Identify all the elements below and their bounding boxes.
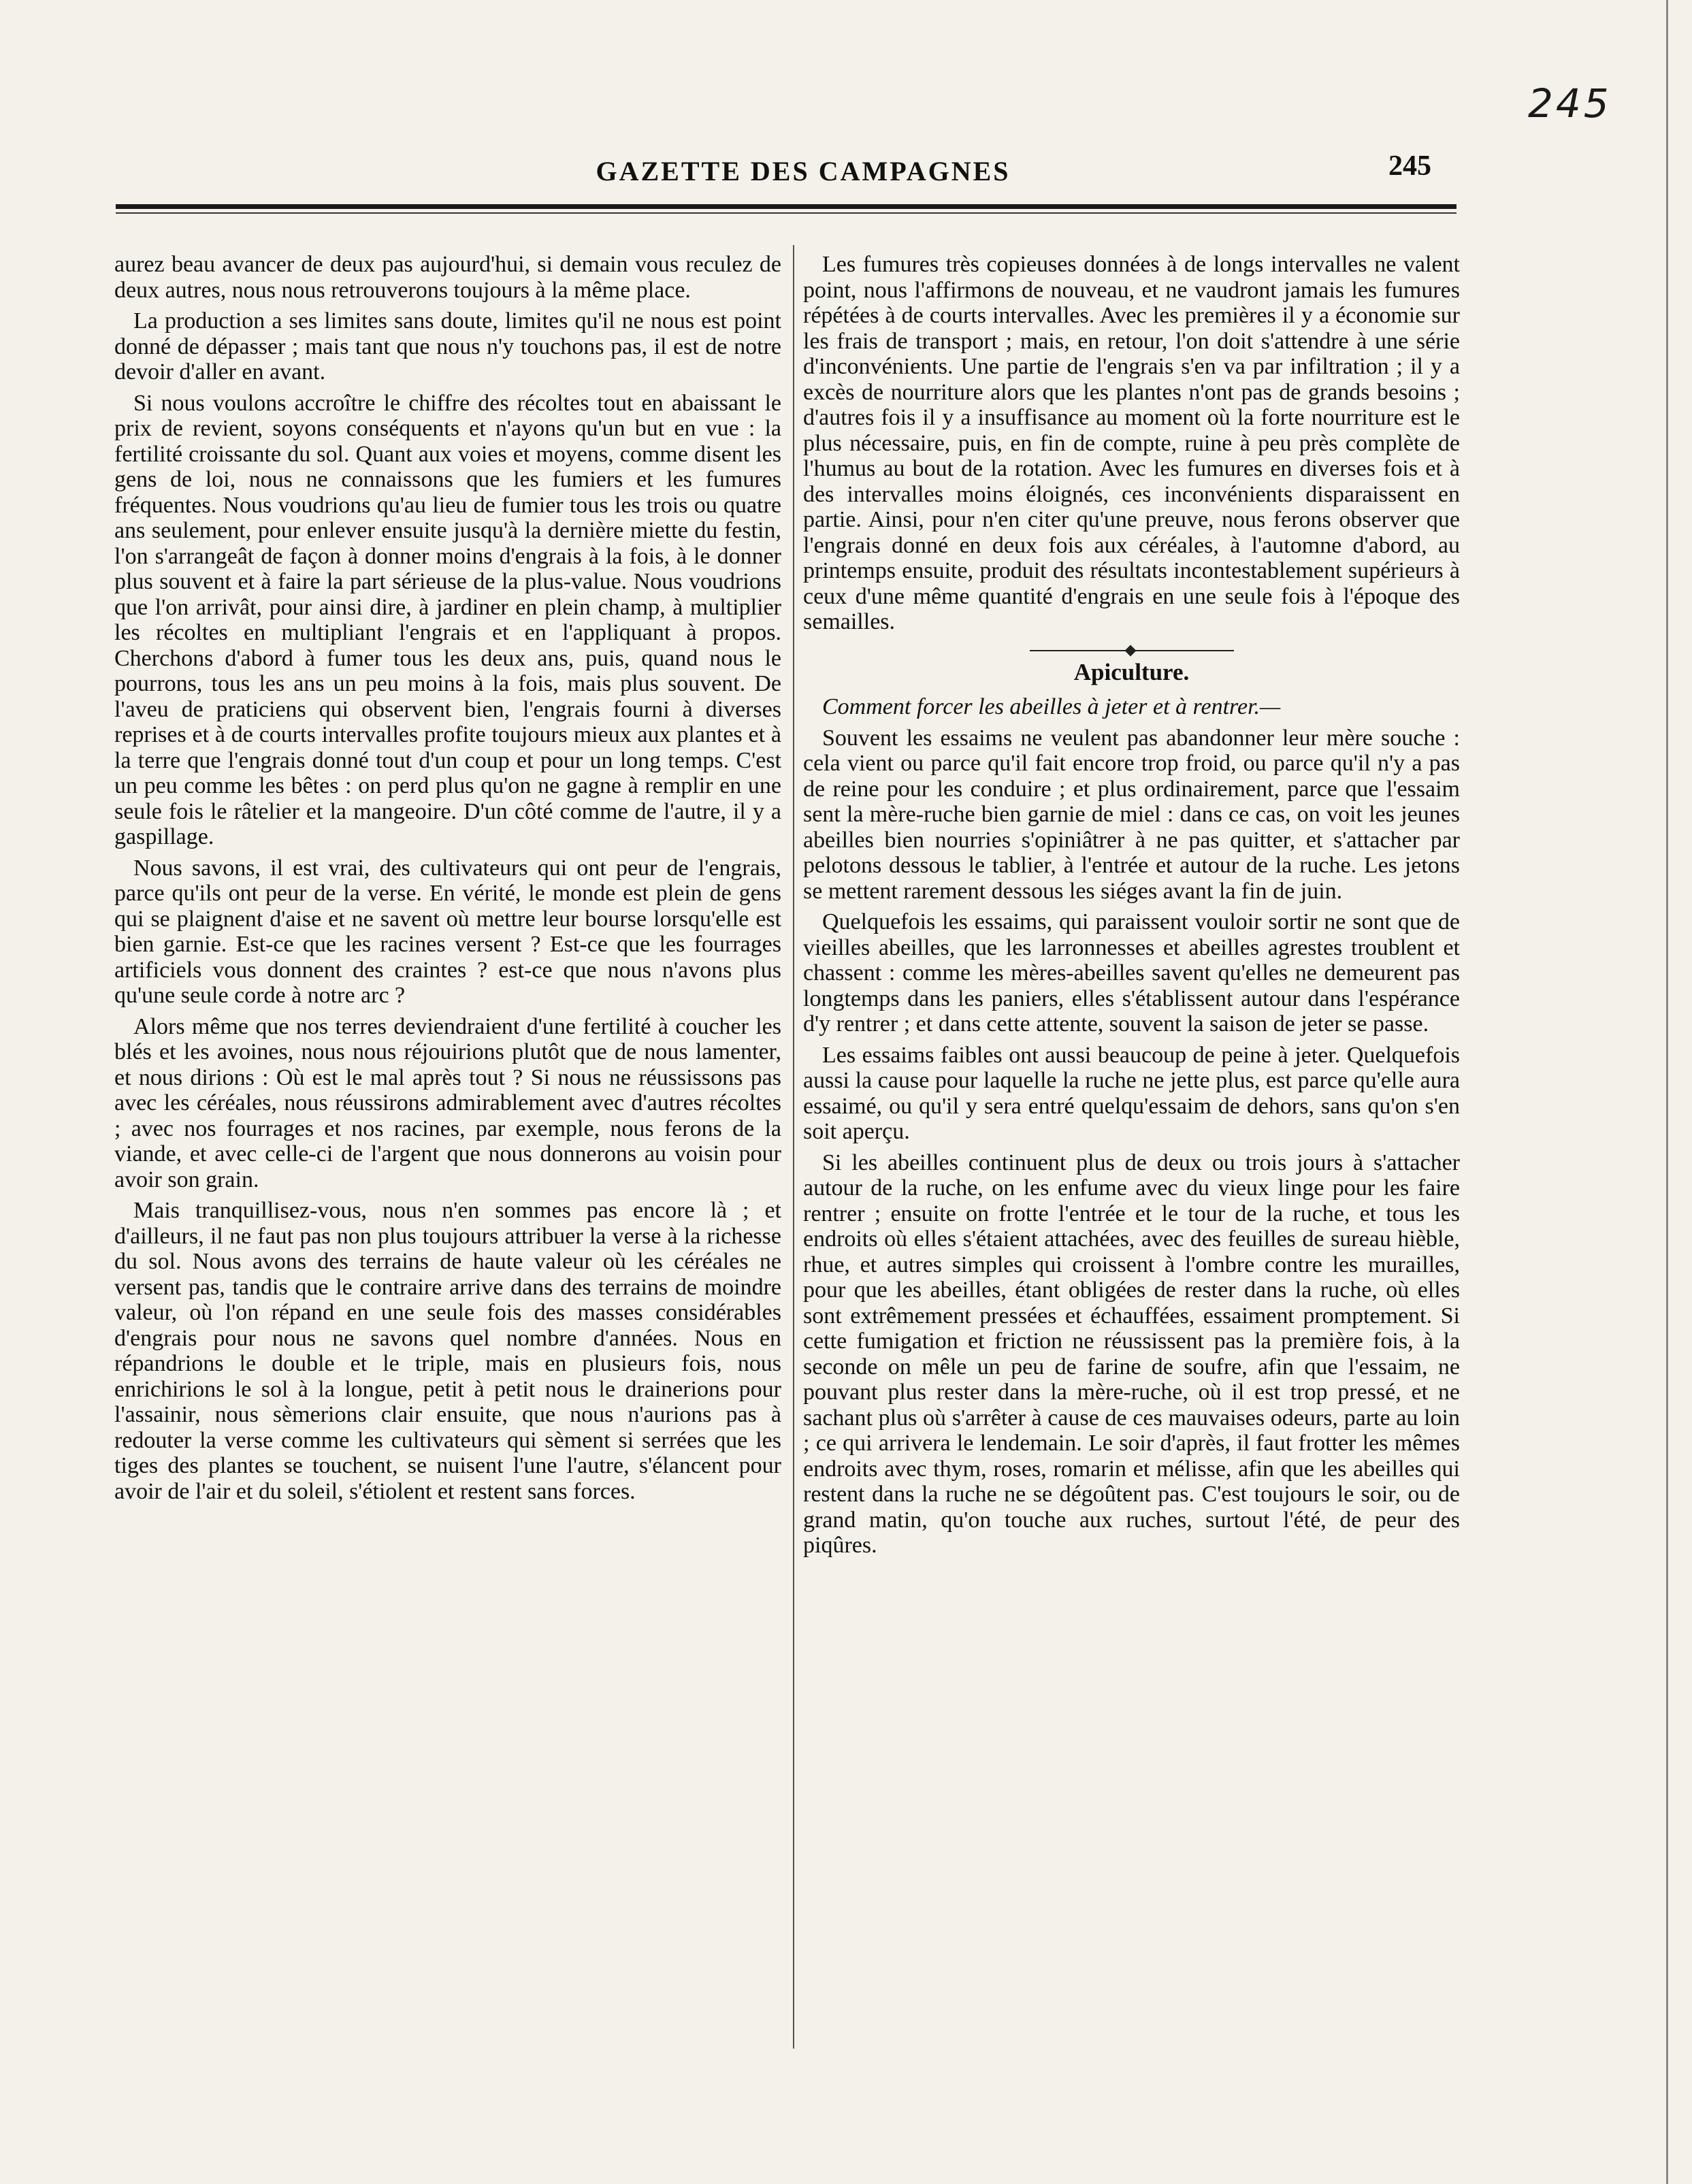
paragraph: Si les abeilles continuent plus de deux ou trois jours à s'attacher autour de la ruche, on les enfume avec du vieux linge pour les faire rentrer ; ensuite on frotte l'entrée et le tour de la ruche, et tous les endroits où elles s'étaient attachées, avec des feuilles de sureau hièble, rhue, et autres simples qui croissent à l'ombre contre les murailles, pour que les abeilles, étant obligées de rester dans la ruche, où elles sont extrêmement pressées et échauffées, essaiment promptement. Si cette fumigation et friction ne réussissent pas la première fois, à la seconde on mêle un peu de farine de soufre, afin que l'essaim, ne pouvant plus rester dans la mère-ruche, où il est trop pressé, et ne sachant plus où s'arrêter à cause de ces mauvaises odeurs, parte au loin ; ce qui arrivera le lendemain. Le soir d'après, il faut frotter les mêmes endroits avec thym, roses, romarin et mélisse, afin que les abeilles qui restent dans la ruche ne se dégoûtent pas. C'est toujours le soir, ou de grand matin, qu'on touche aux ruches, surtout l'été, de peur des piqûres. — [803, 1150, 1460, 1558]
paragraph: La production a ses limites sans doute, limites qu'il ne nous est point donné de dépasser ; mais tant que nous n'y touchons pas, il est de notre devoir d'aller en avant. — [114, 308, 781, 385]
paragraph: Si nous voulons accroître le chiffre des récoltes tout en abaissant le prix de revient, soyons conséquents et n'ayons qu'un but en vue : la fertilité croissante du sol. Quant aux voies et moyens, comme disent les gens de loi, nous ne connaissons que les fumiers et les fumures fréquentes. Nous voudrions qu'au lieu de fumier tous les trois ou quatre ans seulement, pour enlever ensuite jusqu'à la dernière miette du festin, l'on s'arrangeât de façon à donner moins d'engrais à la fois, à le donner plus souvent et à faire la part sérieuse de la plus-value. Nous voudrions que l'on arrivât, pour ainsi dire, à jardiner en plein champ, à multiplier les récoltes en multipliant l'engrais et en l'appliquant à propos. Cherchons d'abord à fumer tous les deux ans, puis, quand nous le pourrons, tous les ans un peu moins à la fois, mais plus souvent. De l'aveu de praticiens qui observent bien, l'engrais fourni à diverses reprises et à de courts intervalles profite toujours mieux aux plantes et à la terre que l'engrais donné tout d'un coup et pour un long temps. C'est un peu comme les bêtes : on perd plus qu'on ne gagne à remplir en une seule fois le râtelier et la mangeoire. D'un côté comme de l'autre, il y a gaspillage. — [114, 390, 781, 849]
paragraph: Alors même que nos terres deviendraient d'une fertilité à coucher les blés et les avoines, nous nous réjouirions plutôt que de nous lamenter, et nous dirions : Où est le mal après tout ? Si nous ne réussissons pas avec les céréales, nous réussirons admirablement avec d'autres récoltes ; avec nos fourrages et nos racines, par exemple, nous ferons de la viande, et avec celle-ci de l'argent que nous donnerons au voisin pour avoir son grain. — [114, 1013, 781, 1192]
column-divider — [793, 245, 794, 2049]
header-rule-thick — [116, 204, 1457, 209]
page-number: 245 — [1388, 150, 1431, 182]
paragraph: Nous savons, il est vrai, des cultivateurs qui ont peur de l'engrais, parce qu'ils ont peur de la verse. En vérité, le monde est plein de gens qui se plaignent d'aise et ne savent où mettre leur bourse lorsqu'elle est bien garnie. Est-ce que les racines versent ? Est-ce que les fourrages artificiels vous donnent des craintes ? est-ce que nous n'avons plus qu'une seule corde à notre arc ? — [114, 855, 781, 1008]
paragraph: Souvent les essaims ne veulent pas abandonner leur mère souche : cela vient ou parce qu'il fait encore trop froid, ou parce qu'il n'y a pas de reine pour les conduire ; et plus ordinairement, parce que l'essaim sent la mère-ruche bien garnie de miel : dans ce cas, on voit les jeunes abeilles bien nourries s'opiniâtrer à ne pas quitter, et s'attacher par pelotons dessous le tablier, à l'entrée et autour de la ruche. Les jetons se mettent rarement dessous les siéges avant la fin de juin. — [803, 725, 1460, 904]
running-head: GAZETTE DES CAMPAGNES — [596, 156, 1011, 186]
paragraph: Quelquefois les essaims, qui paraissent vouloir sortir ne sont que de vieilles abeilles, que les larronnesses et abeilles agrestes troublent et chassent : comme les mères-abeilles savent qu'elles ne demeurent pas longtemps dans les paniers, elles s'établissent autour dans l'espérance d'y rentrer ; et dans cette attente, souvent la saison de jeter se passe. — [803, 909, 1460, 1037]
section-heading: Apiculture. — [1073, 658, 1190, 685]
left-column — [114, 252, 781, 1510]
right-column — [803, 252, 1460, 1564]
paragraph: Les essaims faibles ont aussi beaucoup de peine à jeter. Quelquefois aussi la cause pour laquelle la ruche ne jette plus, est parce qu'elle aura essaimé, ou qu'il y sera entré quelqu'essaim de dehors, sans qu'on s'en soit aperçu. — [803, 1042, 1460, 1144]
paragraph: aurez beau avancer de deux pas aujourd'hui, si demain vous reculez de deux autres, nous nous retrouverons toujours à la même place. — [114, 252, 781, 303]
page-edge-line — [1666, 0, 1668, 2184]
section-divider — [1030, 650, 1234, 651]
article-subheading: Comment forcer les abeilles à jeter et à rentrer.— — [822, 694, 1281, 719]
handwritten-page-number: 245 — [1528, 80, 1612, 127]
header-rule-thin — [116, 212, 1457, 214]
paragraph: Mais tranquillisez-vous, nous n'en sommes pas encore là ; et d'ailleurs, il ne faut pas non plus toujours attribuer la verse à la richesse du sol. Nous avons des terrains de haute valeur où les céréales ne versent pas, tandis que le contraire arrive dans des terrains de moindre valeur, où l'on répand en une seule fois des masses considérables d'engrais pour nous ne savons quel nombre d'années. Nous en répandrions le double et le triple, mais en plusieurs fois, nous enrichirions le sol à la longue, petit à petit nous le drainerions pour l'assainir, nous sèmerions clair ensuite, que nous n'aurions pas à redouter la verse comme les cultivateurs qui sèment si serrées que les tiges des plantes se touchent, se nuisent l'une l'autre, s'élancent pour avoir de l'air et du soleil, s'étiolent et restent sans forces. — [114, 1198, 781, 1504]
paragraph: Les fumures très copieuses données à de longs intervalles ne valent point, nous l'affirmons de nouveau, et ne vaudront jamais les fumures répétées à de courts intervalles. Avec les premières il y a économie sur les frais de transport ; mais, en retour, l'on doit s'attendre à une série d'inconvénients. Une partie de l'engrais s'en va par infiltration ; il y a excès de nourriture alors que les plantes n'ont pas de grands besoins ; d'autres fois il y a insuffisance au moment où la forte nourriture est le plus nécessaire, puis, en fin de compte, ruine à peu près complète de l'humus au bout de la rotation. Avec les fumures en diverses fois et à des intervalles moins éloignés, ces inconvénients disparaissent en partie. Ainsi, pour n'en citer qu'une preuve, nous ferons observer que l'engrais donné en deux fois aux céréales, à l'automne d'abord, au printemps ensuite, produit des résultats incontestablement supérieurs à ceux d'une même quantité d'engrais en une seule fois à l'époque des semailles. — [803, 252, 1460, 634]
